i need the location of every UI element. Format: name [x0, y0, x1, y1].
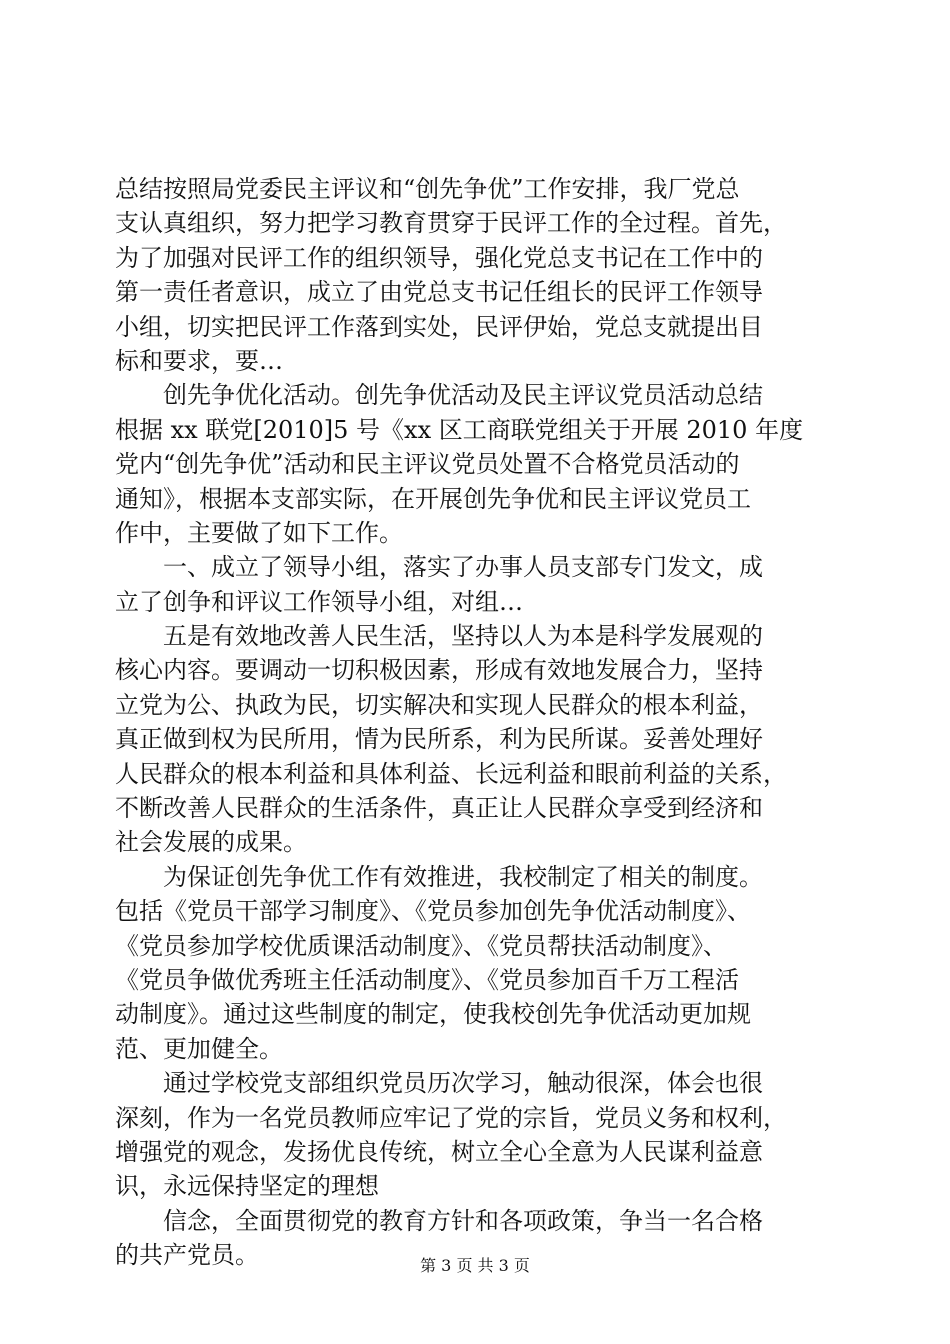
- text-line: 通过学校党支部组织党员历次学习，触动很深，体会也很: [115, 1069, 763, 1098]
- text-line: 通知》，根据本支部实际，在开展创先争优和民主评议党员工: [115, 484, 751, 513]
- text-line: 的共产党员。: [115, 1241, 259, 1270]
- text-line: 一、成立了领导小组，落实了办事人员支部专门发文，成: [115, 553, 763, 582]
- text-line: 立党为公、执政为民，切实解决和实现人民群众的根本利益，: [115, 690, 763, 719]
- text-line: 第一责任者意识，成立了由党总支书记任组长的民评工作领导: [115, 278, 763, 307]
- text-line: 不断改善人民群众的生活条件，真正让人民群众享受到经济和: [115, 794, 763, 823]
- text-line: 为保证创先争优工作有效推进，我校制定了相关的制度。: [115, 862, 763, 891]
- text-line: 作中，主要做了如下工作。: [115, 518, 403, 547]
- document-body: [115, 172, 845, 1273]
- text-line: 动制度》。通过这些制度的制定，使我校创先争优活动更加规: [115, 1000, 751, 1029]
- text-line: 《党员参加学校优质课活动制度》、《党员帮扶活动制度》、: [115, 931, 727, 960]
- page-number-footer: 第 3 页 共 3 页: [420, 1256, 530, 1275]
- text-line: 为了加强对民评工作的组织领导，强化党总支书记在工作中的: [115, 243, 763, 272]
- text-line: 识，永远保持坚定的理想: [115, 1172, 379, 1201]
- text-line: 五是有效地改善人民生活，坚持以人为本是科学发展观的: [115, 622, 763, 651]
- text-line: 标和要求，要…: [115, 346, 283, 375]
- text-line: 《党员争做优秀班主任活动制度》、《党员参加百千万工程活: [115, 965, 739, 994]
- text-line: 社会发展的成果。: [115, 828, 307, 857]
- text-line: 党内“创先争优”活动和民主评议党员处置不合格党员活动的: [115, 450, 740, 479]
- text-line: 根据 xx 联党[2010]5 号《xx 区工商联党组关于开展 2010 年度: [115, 415, 804, 444]
- text-line: 支认真组织，努力把学习教育贯穿于民评工作的全过程。首先，: [115, 209, 787, 238]
- text-line: 包括《党员干部学习制度》、《党员参加创先争优活动制度》、: [115, 897, 751, 926]
- text-line: 人民群众的根本利益和具体利益、长远利益和眼前利益的关系，: [115, 759, 787, 788]
- text-line: 总结按照局党委民主评议和“创先争优”工作安排，我厂党总: [115, 175, 740, 203]
- text-line: 核心内容。要调动一切积极因素，形成有效地发展合力，坚持: [115, 656, 763, 685]
- text-line: 创先争优化活动。创先争优活动及民主评议党员活动总结: [115, 381, 763, 410]
- text-line: 小组，切实把民评工作落到实处，民评伊始，党总支就提出目: [115, 312, 763, 341]
- text-line: 真正做到权为民所用，情为民所系，利为民所谋。妥善处理好: [115, 725, 763, 754]
- text-line: 立了创争和评议工作领导小组，对组…: [115, 587, 523, 616]
- text-line: 信念，全面贯彻党的教育方针和各项政策，争当一名合格: [115, 1206, 763, 1235]
- text-line: 深刻，作为一名党员教师应牢记了党的宗旨，党员义务和权利，: [115, 1103, 787, 1132]
- text-line: 增强党的观念，发扬优良传统，树立全心全意为人民谋利益意: [115, 1137, 763, 1166]
- text-line: 范、更加健全。: [115, 1034, 283, 1063]
